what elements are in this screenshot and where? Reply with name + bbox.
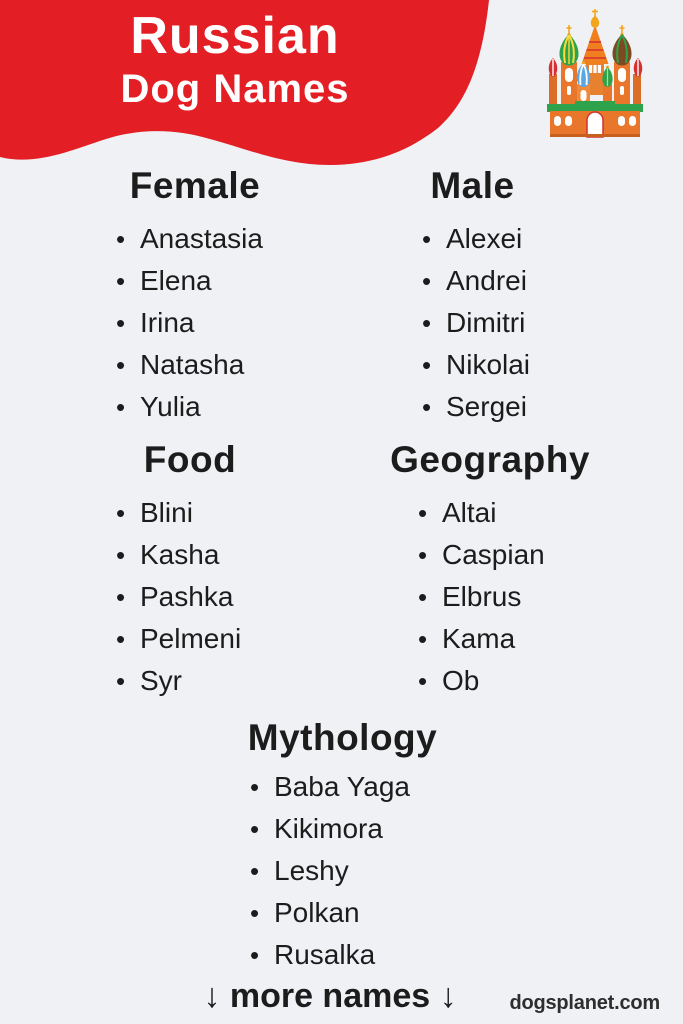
more-names-hint: ↓ more names ↓ xyxy=(203,977,457,1015)
list-item: • Polkan xyxy=(250,892,455,934)
list-item: • Andrei xyxy=(422,260,565,302)
section-title-geography: Geography xyxy=(390,439,590,480)
section-title-male: Male xyxy=(430,165,515,206)
section-title-mythology: Mythology xyxy=(247,717,438,758)
section-geography xyxy=(380,440,600,702)
poster-title-line1: Russian xyxy=(130,7,340,65)
list-item: • Ob xyxy=(418,660,600,702)
list-item: • Elbrus xyxy=(418,576,600,618)
list-item: • Irina xyxy=(116,302,320,344)
list-item: • Syr xyxy=(116,660,310,702)
section-mythology xyxy=(230,718,455,976)
name-list-female xyxy=(70,218,320,428)
st-basils-cathedral-icon xyxy=(545,8,645,143)
list-item: • Baba Yaga xyxy=(250,766,455,808)
site-watermark: dogsplanet.com xyxy=(509,992,660,1014)
list-item: • Natasha xyxy=(116,344,320,386)
section-title-female: Female xyxy=(129,165,261,206)
list-item: • Pashka xyxy=(116,576,310,618)
name-list-male xyxy=(380,218,565,428)
section-female xyxy=(70,166,320,428)
section-male xyxy=(380,166,565,428)
list-item: • Kama xyxy=(418,618,600,660)
list-item: • Nikolai xyxy=(422,344,565,386)
list-item: • Pelmeni xyxy=(116,618,310,660)
poster-title xyxy=(35,6,435,112)
list-item: • Elena xyxy=(116,260,320,302)
section-food xyxy=(70,440,310,702)
list-item: • Rusalka xyxy=(250,934,455,976)
list-item: • Caspian xyxy=(418,534,600,576)
list-item: • Dimitri xyxy=(422,302,565,344)
list-item: • Alexei xyxy=(422,218,565,260)
list-item: • Kasha xyxy=(116,534,310,576)
list-item: • Yulia xyxy=(116,386,320,428)
list-item: • Altai xyxy=(418,492,600,534)
name-list-geography xyxy=(380,492,600,702)
section-title-food: Food xyxy=(143,439,237,480)
list-item: • Sergei xyxy=(422,386,565,428)
list-item: • Anastasia xyxy=(116,218,320,260)
list-item: • Leshy xyxy=(250,850,455,892)
name-list-mythology xyxy=(230,766,455,976)
poster-title-line2: Dog Names xyxy=(120,67,350,111)
name-list-food xyxy=(70,492,310,702)
list-item: • Blini xyxy=(116,492,310,534)
list-item: • Kikimora xyxy=(250,808,455,850)
